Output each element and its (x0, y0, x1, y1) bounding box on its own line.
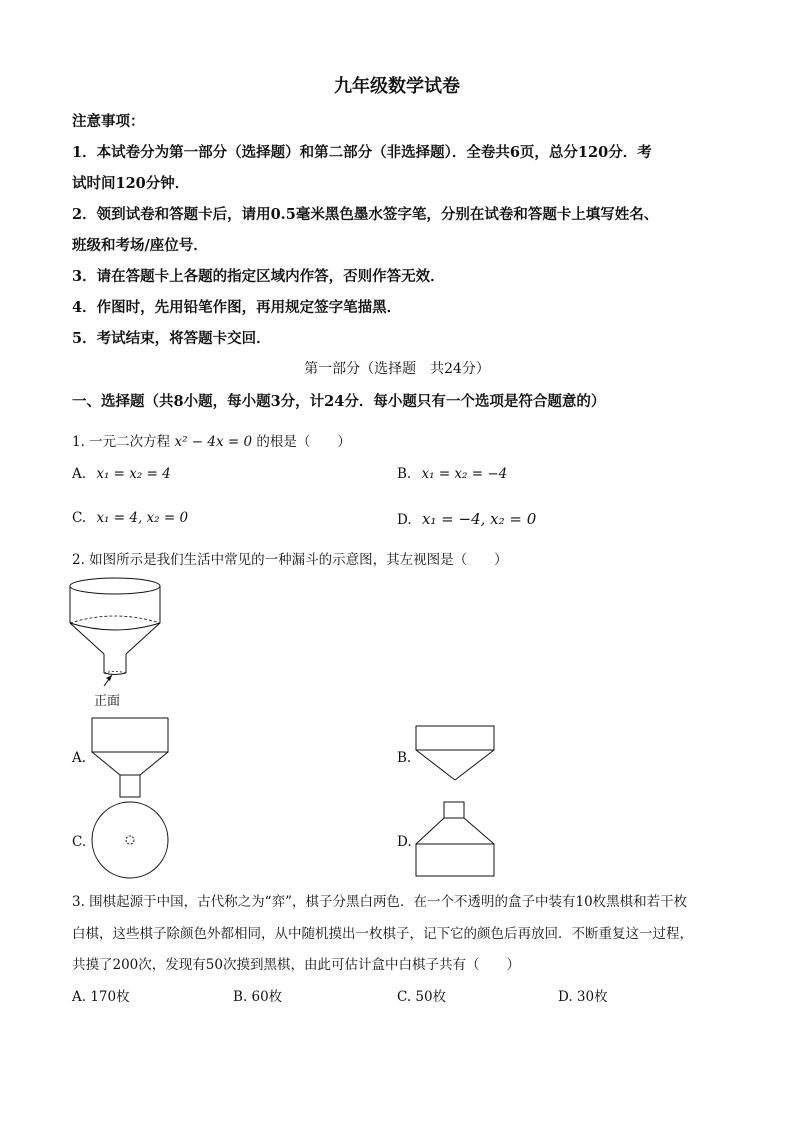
q1-option-b-label: B. (397, 466, 412, 482)
q1-option-a-text: x₁ = x₂ = 4 (96, 466, 171, 482)
q2-option-b-figure (414, 724, 496, 784)
q2-option-d-label[interactable]: D. (397, 834, 412, 850)
q2-option-c-label[interactable]: C. (72, 834, 87, 850)
q1-option-a[interactable] (72, 466, 171, 482)
q2-option-a-figure (90, 718, 170, 800)
front-label: 正面 (94, 694, 121, 709)
notice-line-2: 试时间120分钟． (72, 175, 190, 192)
q1-suffix: 的根是（ ） (256, 434, 351, 450)
notice-line-1: 1．本试卷分为第一部分（选择题）和第二部分（非选择题）．全卷共6页，总分120分．考 (72, 144, 652, 161)
page-title: 九年级数学试卷 (334, 76, 460, 97)
q1-option-c-text: x₁ = 4, x₂ = 0 (96, 510, 189, 526)
q3-line-1: 3. 围棋起源于中国，古代称之为“弈”，棋子分黑白两色．在一个不透明的盒子中装有10枚黑棋和若干枚 (72, 894, 688, 910)
q1-stem (72, 430, 351, 450)
notice-line-3: 2．领到试卷和答题卡后，请用0.5毫米黑色墨水签字笔，分别在试卷和答题卡上填写姓名、 (72, 206, 659, 223)
notice-line-5: 3．请在答题卡上各题的指定区域内作答，否则作答无效． (72, 268, 445, 285)
notice-heading: 注意事项： (72, 113, 145, 130)
q1-prefix: 1. 一元二次方程 (72, 434, 171, 450)
notice-line-4: 班级和考场/座位号． (72, 237, 208, 254)
notice-line-6: 4．作图时，先用铅笔作图，再用规定签字笔描黑． (72, 299, 402, 316)
q1-option-d-label: D. (397, 512, 412, 528)
q1-option-b[interactable] (397, 466, 507, 482)
q1-option-a-label: A. (72, 466, 87, 482)
q3-option-b[interactable]: B. 60枚 (233, 989, 283, 1005)
notice-line-7: 5．考试结束，将答题卡交回． (72, 330, 271, 347)
q1-option-c-label: C. (72, 510, 87, 526)
funnel-diagram (68, 576, 168, 688)
q1-option-d[interactable] (397, 510, 536, 528)
q2-stem: 2. 如图所示是我们生活中常见的一种漏斗的示意图，其左视图是（ ） (72, 552, 508, 568)
q2-option-c-figure (90, 800, 170, 880)
q2-option-d-figure (414, 800, 496, 880)
q1-option-c[interactable] (72, 510, 188, 526)
part1-heading: 第一部分（选择题 共24分） (304, 361, 490, 377)
section-heading: 一、选择题（共8小题，每小题3分，计24分．每小题只有一个选项是符合题意的） (72, 393, 606, 410)
q1-equation: x² − 4x = 0 (174, 434, 253, 450)
q1-option-b-text: x₁ = x₂ = −4 (421, 466, 508, 482)
q2-option-a-label[interactable]: A. (72, 750, 87, 766)
q3-option-a[interactable]: A. 170枚 (72, 989, 130, 1005)
q3-option-c[interactable]: C. 50枚 (397, 989, 447, 1005)
q3-option-d[interactable]: D. 30枚 (558, 989, 608, 1005)
q3-line-2: 白棋，这些棋子除颜色外都相同，从中随机摸出一枚棋子，记下它的颜色后再放回．不断重复这一过程， (72, 926, 693, 942)
q3-line-3: 共摸了200次，发现有50次摸到黑棋，由此可估计盒中白棋子共有（ ） (72, 957, 520, 973)
q1-option-d-text: x₁ = −4, x₂ = 0 (421, 510, 537, 528)
q2-option-b-label[interactable]: B. (397, 750, 412, 766)
